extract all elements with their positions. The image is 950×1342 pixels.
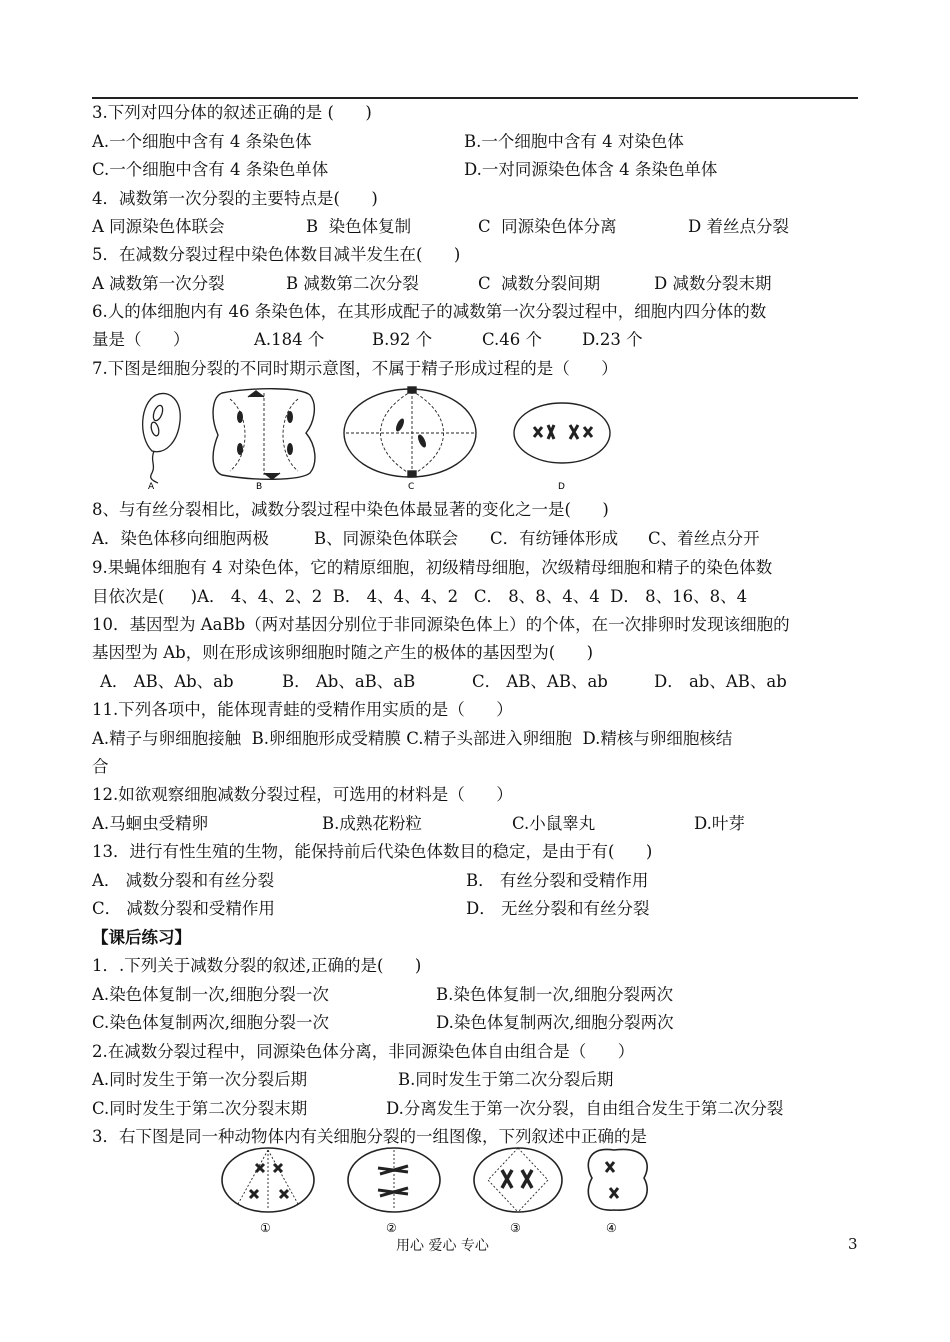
q5-option-b: B 减数第二次分裂 (286, 274, 419, 293)
q4-option-b: B 染色体复制 (306, 217, 412, 236)
q7-label-a: A (148, 482, 155, 492)
p2-stem: 2.在减数分裂过程中，同源染色体分离，非同源染色体自由组合是（ ） (92, 1042, 635, 1061)
p3-cell-2-chromosomes (378, 1166, 408, 1196)
q10-line1: 10．基因型为 AaBb（两对基因分别位于非同源染色体上）的个体，在一次排卵时发现该细胞的 (92, 615, 790, 634)
q5-stem: 5．在减数分裂过程中染色体数目减半发生在( ) (92, 245, 461, 264)
q10-options (92, 672, 858, 772)
q8-stem: 8、与有丝分裂相比，减数分裂过程中染色体最显著的变化之一是( ) (92, 500, 609, 519)
q7-label-b: B (256, 482, 263, 492)
q4-option-c: C 同源染色体分离 (478, 217, 617, 236)
q6-option-b: B.92 个 (372, 330, 433, 349)
q13-options-row2 (92, 899, 858, 959)
p1-option-c: C.染色体复制两次,细胞分裂一次 (92, 1013, 330, 1032)
p3-stem: 3．右下图是同一种动物体内有关细胞分裂的一组图像，下列叙述中正确的是 (92, 1127, 647, 1146)
q4-stem: 4．减数第一次分裂的主要特点是( ) (92, 189, 378, 208)
q10-option-b: B． Ab、aB、aB (282, 672, 416, 691)
q13-stem: 13．进行有性生殖的生物，能保持前后代染色体数目的稳定，是由于有( ) (92, 842, 653, 861)
q7-cell-d (514, 403, 610, 463)
p3-label-2: ② (386, 1221, 397, 1235)
p3-cell-4 (588, 1149, 647, 1210)
q4-option-d: D 着丝点分裂 (688, 217, 789, 236)
q8-option-d: C、着丝点分开 (648, 529, 760, 548)
q5-option-d: D 减数分裂末期 (654, 274, 772, 293)
q10-line2: 基因型为 Ab，则在形成该卵细胞时随之产生的极体的基因型为( ) (92, 643, 594, 662)
q12-option-d: D.叶芽 (694, 814, 745, 833)
q3-option-b: B.一个细胞中含有 4 对染色体 (464, 132, 684, 151)
q10-option-c: C． AB、AB、ab (472, 672, 608, 691)
p2-option-c: C.同时发生于第二次分裂末期 (92, 1099, 308, 1118)
q5-option-c: C 减数分裂间期 (478, 274, 601, 293)
q7-stem: 7.下图是细胞分裂的不同时期示意图，不属于精子形成过程的是（ ） (92, 359, 618, 378)
q13-option-d: D． 无丝分裂和有丝分裂 (466, 899, 650, 918)
section-title: 【课后练习】 (92, 928, 191, 947)
q7-cell-a (143, 393, 181, 483)
p3-figure (218, 1144, 666, 1236)
q8-option-a: A．染色体移向细胞两极 (92, 529, 269, 548)
q7-cell-d-chromosomes (534, 425, 592, 439)
q3-option-a: A.一个细胞中含有 4 条染色体 (92, 132, 312, 151)
p3-label-1: ① (260, 1221, 271, 1235)
q6-option-c: C.46 个 (482, 330, 543, 349)
q10-option-a: A． AB、Ab、ab (100, 672, 234, 691)
p3-cell-3 (474, 1148, 562, 1212)
q12-option-a: A.马蛔虫受精卵 (92, 814, 209, 833)
q7-cell-c (344, 387, 476, 477)
q9-line1: 9.果蝇体细胞有 4 对染色体，它的精原细胞，初级精母细胞，次级精母细胞和精子的染色体数 (92, 558, 773, 577)
q10-option-d: D． ab、AB、ab (654, 672, 787, 691)
q7-cell-b (213, 389, 315, 480)
q7-cell-b-chromosomes (237, 411, 293, 455)
q13-option-c: C． 减数分裂和受精作用 (92, 899, 275, 918)
q11-stem: 11.下列各项中，能体现青蛙的受精作用实质的是（ ） (92, 700, 513, 719)
page-number: 3 (848, 1235, 858, 1253)
q3-stem: 3.下列对四分体的叙述正确的是 ( ) (92, 103, 372, 122)
q3-option-c: C.一个细胞中含有 4 条染色单体 (92, 160, 329, 179)
q13-option-a: A． 减数分裂和有丝分裂 (92, 871, 275, 890)
q6-option-a: A.184 个 (254, 330, 325, 349)
p3-label-4: ④ (606, 1221, 617, 1235)
q7-figure (130, 385, 630, 493)
p1-stem: 1．.下列关于减数分裂的叙述,正确的是( ) (92, 956, 422, 975)
q7-label-d: D (558, 482, 565, 492)
footer-text: 用心 爱心 专心 (396, 1238, 489, 1254)
p1-option-b: B.染色体复制一次,细胞分裂两次 (436, 985, 674, 1004)
q6-line1: 6.人的体细胞内有 46 条染色体，在其形成配子的减数第一次分裂过程中，细胞内四分体的数 (92, 302, 767, 321)
q8-option-b: B、同源染色体联会 (314, 529, 459, 548)
q12-stem: 12.如欲观察细胞减数分裂过程，可选用的材料是（ ） (92, 785, 513, 804)
q9-line2: 目依次是( )A． 4、4、2、2 B． 4、4、4、2 C． 8、8、4、4 D． 8、16、8、4 (92, 587, 748, 606)
p3-cell-2 (348, 1148, 440, 1212)
q5-option-a: A 减数第一次分裂 (92, 274, 225, 293)
p2-option-a: A.同时发生于第一次分裂后期 (92, 1070, 308, 1089)
q12-option-c: C.小鼠睾丸 (512, 814, 596, 833)
q6-option-d: D.23 个 (582, 330, 643, 349)
p3-cell-3-chromosomes (502, 1170, 532, 1188)
p2-option-d: D.分离发生于第一次分裂，自由组合发生于第二次分裂 (386, 1099, 784, 1118)
p2-option-b: B.同时发生于第二次分裂后期 (398, 1070, 614, 1089)
q3-option-d: D.一对同源染色体含 4 条染色单体 (464, 160, 718, 179)
p3-label-3: ③ (510, 1221, 521, 1235)
q8-options (92, 529, 858, 629)
p3-cell-1-chromosomes (250, 1164, 288, 1198)
q11-options-line1: A.精子与卵细胞接触 B.卵细胞形成受精膜 C.精子头部进入卵细胞 D.精核与卵细胞核结 (92, 729, 733, 748)
q7-label-c: C (408, 482, 415, 492)
q11-options-line2: 合 (92, 757, 109, 776)
p3-cell-1 (222, 1148, 314, 1212)
p1-option-d: D.染色体复制两次,细胞分裂两次 (436, 1013, 674, 1032)
q8-option-c: C．有纺锤体形成 (490, 529, 619, 548)
q12-option-b: B.成熟花粉粒 (322, 814, 422, 833)
p1-option-a: A.染色体复制一次,细胞分裂一次 (92, 985, 329, 1004)
q4-option-a: A 同源染色体联会 (92, 217, 225, 236)
q13-option-b: B． 有丝分裂和受精作用 (466, 871, 649, 890)
header-rule (92, 97, 858, 99)
q6-lead: 量是（ ） (92, 330, 190, 349)
p3-cell-4-chromosomes (606, 1162, 618, 1198)
